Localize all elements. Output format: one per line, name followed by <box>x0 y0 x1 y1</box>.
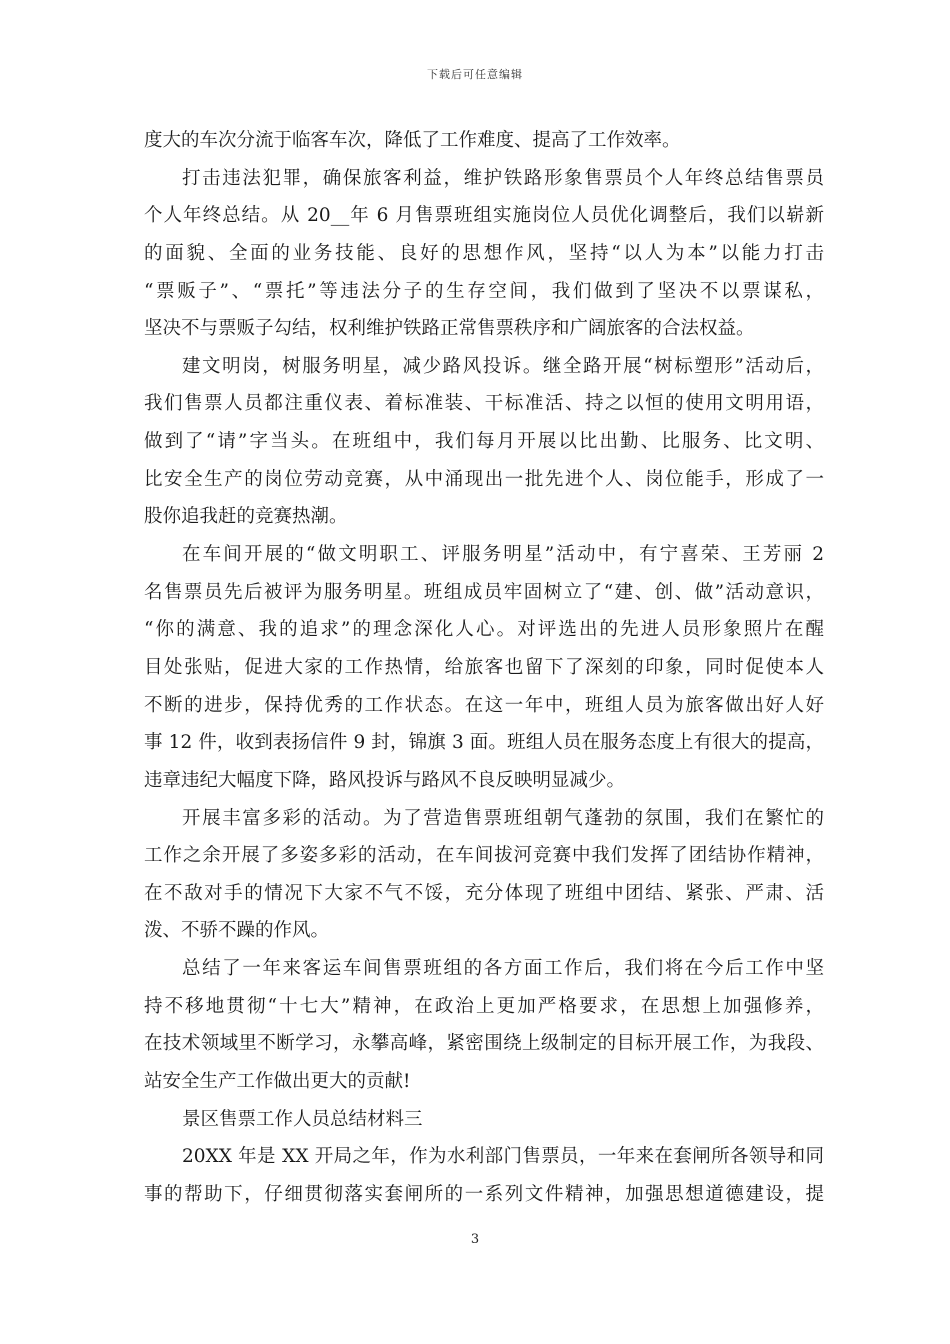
text-line: 违章违纪大幅度下降，路风投诉与路风不良反映明显减少。 <box>144 769 626 791</box>
text-line: 比安全生产的岗位劳动竞赛，从中涌现出一批先进个人、岗位能手，形成了一 <box>144 468 824 490</box>
text-line: 在车间开展的“做文明职工、评服务明星”活动中，有宁喜荣、王芳丽 2 <box>182 544 824 566</box>
text-line: 坚决不与票贩子勾结，权利维护铁路正常售票秩序和广阔旅客的合法权益。 <box>144 318 755 340</box>
page-header: 下载后可任意编辑 <box>427 68 523 81</box>
text-line: 我们售票人员都注重仪表、着标准装、干标准活、持之以恒的使用文明用语， <box>144 393 824 415</box>
text-line: 总结了一年来客运车间售票班组的各方面工作后，我们将在今后工作中坚 <box>182 958 824 980</box>
text-line: 20XX 年是 XX 开局之年，作为水利部门售票员，一年来在套闸所各领导和同 <box>182 1146 824 1168</box>
text-line: 持不移地贯彻“十七大”精神，在政治上更加严格要求，在思想上加强修养， <box>144 995 824 1017</box>
page-number: 3 <box>470 1232 480 1247</box>
text-line: 不断的进步，保持优秀的工作状态。在这一年中，班组人员为旅客做出好人好 <box>144 694 824 716</box>
text-line: 景区售票工作人员总结材料三 <box>182 1108 423 1130</box>
text-line: 个人年终总结。从 20__年 6 月售票班组实施岗位人员优化调整后，我们以崭新 <box>144 205 824 227</box>
document-body <box>144 122 824 1214</box>
text-line: 在不敌对手的情况下大家不气不馁，充分体现了班组中团结、紧张、严肃、活 <box>144 882 824 904</box>
text-line: 股你追我赶的竞赛热潮。 <box>144 506 348 528</box>
text-line: 在技术领域里不断学习，永攀高峰，紧密围绕上级制定的目标开展工作，为我段、 <box>144 1033 824 1055</box>
text-line: 做到了“请”字当头。在班组中，我们每月开展以比出勤、比服务、比文明、 <box>144 431 824 453</box>
text-line: “你的满意、我的追求”的理念深化人心。对评选出的先进人员形象照片在醒 <box>144 619 824 641</box>
text-line: 名售票员先后被评为服务明星。班组成员牢固树立了“建、创、做”活动意识， <box>144 581 824 603</box>
text-line: 目处张贴，促进大家的工作热情，给旅客也留下了深刻的印象，同时促使本人 <box>144 656 824 678</box>
text-line: 开展丰富多彩的活动。为了营造售票班组朝气蓬勃的氛围，我们在繁忙的 <box>182 807 824 829</box>
text-line: 度大的车次分流于临客车次，降低了工作难度、提高了工作效率。 <box>144 130 681 151</box>
text-line: 建文明岗，树服务明星，减少路风投诉。继全路开展“树标塑形”活动后， <box>182 355 824 377</box>
text-line: 事的帮助下，仔细贯彻落实套闸所的一系列文件精神，加强思想道德建设，提 <box>144 1183 824 1205</box>
text-line: “票贩子”、“票托”等违法分子的生存空间，我们做到了坚决不以票谋私， <box>144 280 824 302</box>
text-line: 工作之余开展了多姿多彩的活动，在车间拔河竞赛中我们发挥了团结协作精神， <box>144 845 824 867</box>
text-line: 打击违法犯罪，确保旅客利益，维护铁路形象售票员个人年终总结售票员 <box>182 167 824 189</box>
text-line: 事 12 件，收到表扬信件 9 封，锦旗 3 面。班组人员在服务态度上有很大的提高， <box>144 732 824 754</box>
text-line: 站安全生产工作做出更大的贡献! <box>144 1071 411 1093</box>
text-line: 的面貌、全面的业务技能、良好的思想作风，坚持“以人为本”以能力打击 <box>144 242 824 264</box>
text-line: 泼、不骄不躁的作风。 <box>144 920 330 942</box>
